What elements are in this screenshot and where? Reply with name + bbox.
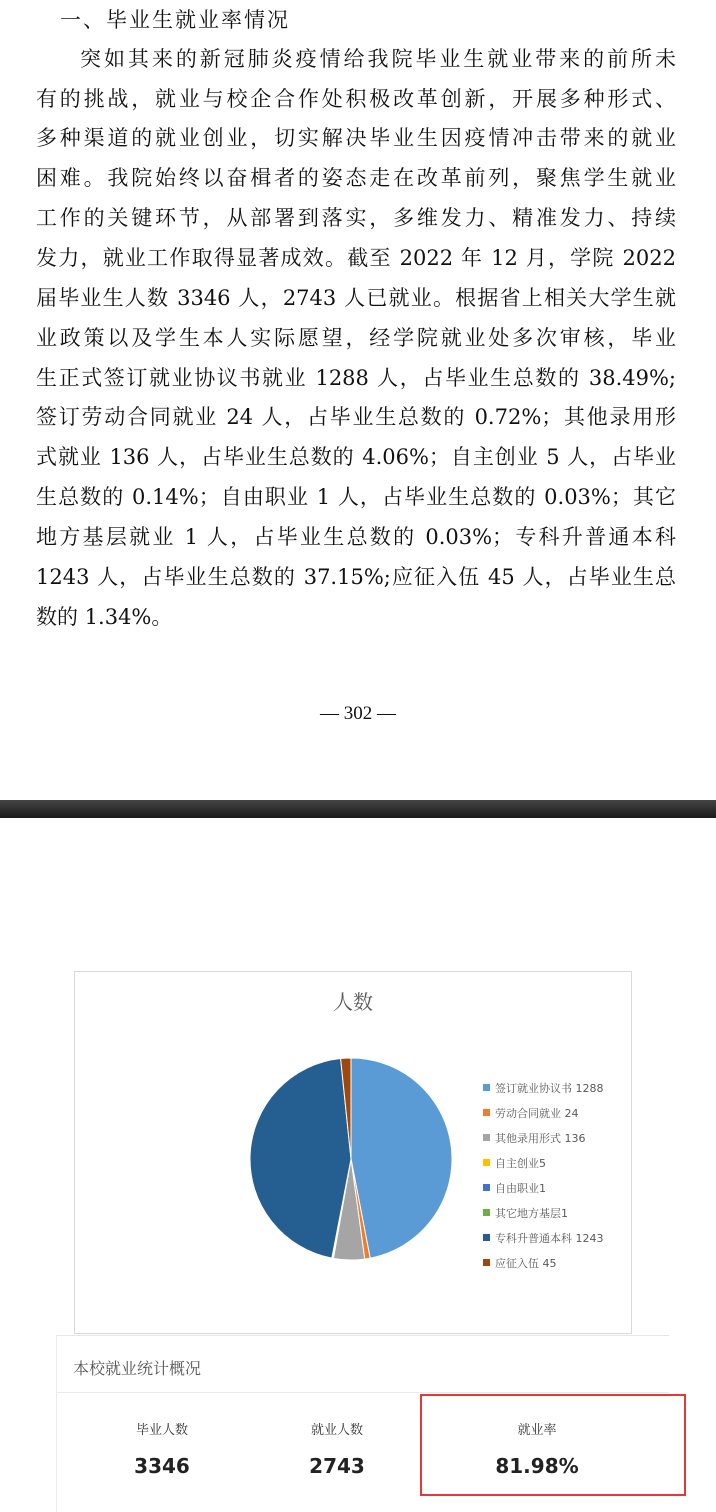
paragraph-line: 有的挑战，就业与校企合作处积极改革创新，开展多种形式、 <box>36 87 676 111</box>
paragraph-line: 多种渠道的就业创业，切实解决毕业生因疫情冲击带来的就业 <box>36 126 676 150</box>
paragraph-line: 数的 1.34%。 <box>36 605 173 629</box>
legend-item <box>483 1175 604 1200</box>
legend-item <box>483 1100 604 1125</box>
pie-slice <box>250 1059 351 1259</box>
legend-item <box>483 1075 604 1100</box>
legend-item <box>483 1200 604 1225</box>
stats-divider <box>57 1392 669 1393</box>
legend-swatch <box>483 1084 490 1091</box>
paragraph-line: 发力，就业工作取得显著成效。截至 2022 年 12 月，学院 2022 <box>36 246 676 270</box>
paragraph-line: 1243 人，占毕业生总数的 37.15%;应征入伍 45 人，占毕业生总 <box>36 565 676 589</box>
legend-label: 应征入伍 45 <box>495 1256 557 1270</box>
paragraph-line: 困难。我院始终以奋楫者的姿态走在改革前列，聚焦学生就业 <box>36 166 676 190</box>
stat-label: 就业率 <box>517 1423 557 1438</box>
chart-title: 人数 <box>333 990 373 1014</box>
paragraph-line: 地方基层就业 1 人，占毕业生总数的 0.03%；专科升普通本科 <box>36 525 676 549</box>
pie-slice <box>351 1058 452 1258</box>
legend-label: 其它地方基层1 <box>495 1206 568 1220</box>
legend-swatch <box>483 1109 490 1116</box>
legend-item <box>483 1150 604 1175</box>
stat-label: 毕业人数 <box>135 1423 188 1438</box>
legend-swatch <box>483 1259 490 1266</box>
legend-item <box>483 1125 604 1150</box>
paragraph-line: 生正式签订就业协议书就业 1288 人，占毕业生总数的 38.49%; <box>36 366 676 390</box>
legend-swatch <box>483 1159 490 1166</box>
stat-value: 2743 <box>309 1454 365 1478</box>
paragraph-line: 生总数的 0.14%；自由职业 1 人，占毕业生总数的 0.03%；其它 <box>36 485 676 509</box>
legend-label: 自由职业1 <box>495 1181 546 1195</box>
legend-label: 其他录用形式 136 <box>495 1131 586 1145</box>
pie-chart <box>74 971 632 1334</box>
stat-graduates <box>72 1396 252 1478</box>
paragraph-line: 届毕业生人数 3346 人，2743 人已就业。根据省上相关大学生就 <box>36 286 676 310</box>
stats-title: 本校就业统计概况 <box>73 1359 202 1378</box>
legend-label: 专科升普通本科 1243 <box>495 1231 604 1245</box>
legend-label: 劳动合同就业 24 <box>495 1106 579 1120</box>
legend-item <box>483 1225 604 1250</box>
paragraph-line: 式就业 136 人，占毕业生总数的 4.06%；自主创业 5 人，占毕业 <box>36 445 676 469</box>
legend-swatch <box>483 1234 490 1241</box>
paragraph-line: 工作的关键环节，从部署到落实，多维发力、精准发力、持续 <box>36 206 676 230</box>
legend-item <box>483 1250 604 1275</box>
paragraph-line: 突如其来的新冠肺炎疫情给我院毕业生就业带来的前所未 <box>80 47 676 71</box>
page-number: — 302 — <box>320 703 396 724</box>
highlight-box <box>420 1394 686 1496</box>
paragraph-line: 业政策以及学生本人实际愿望，经学院就业处多次审核，毕业 <box>36 326 676 350</box>
legend-label: 自主创业5 <box>495 1156 546 1170</box>
stat-label: 就业人数 <box>310 1423 363 1438</box>
stat-value: 3346 <box>134 1454 190 1478</box>
section-heading: 一、毕业生就业率情况 <box>60 8 290 32</box>
legend-swatch <box>483 1134 490 1141</box>
legend-swatch <box>483 1184 490 1191</box>
stat-value: 81.98% <box>495 1454 579 1478</box>
stat-employed <box>247 1396 427 1478</box>
paragraph-line: 签订劳动合同就业 24 人，占毕业生总数的 0.72%；其他录用形 <box>36 405 676 429</box>
legend-label: 签订就业协议书 1288 <box>495 1081 604 1095</box>
chart-legend <box>483 1075 604 1275</box>
page-divider <box>0 800 716 818</box>
legend-swatch <box>483 1209 490 1216</box>
